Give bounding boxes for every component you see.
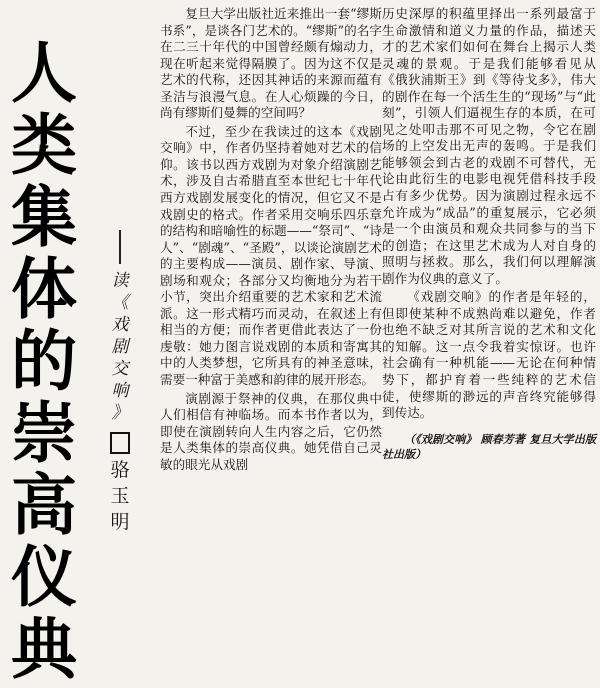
author-byline (106, 432, 134, 535)
headline-char: 典 (11, 611, 77, 688)
headline-char: 类 (11, 107, 77, 184)
paragraph: 演剧源于祭神的仪典，在那仪典中人们相信有神临场。而本书作者以为，即使在演剧转向人生内容之后，它仍然是人类集体的崇高仪典。她凭借自己灵敏的眼光从戏剧 (160, 390, 382, 472)
subtitle-char: 交 (111, 359, 129, 379)
body-column-1 (160, 6, 382, 473)
subtitle-char: 戏 (111, 315, 129, 335)
subtitle-char: 《 (111, 293, 129, 313)
headline-char: 体 (11, 251, 77, 328)
headline-char: 集 (11, 179, 77, 256)
headline-char: 高 (11, 467, 77, 544)
body-column-2 (382, 6, 596, 462)
author-char: 明 (110, 511, 130, 533)
subtitle-char: 读 (111, 271, 129, 291)
headline-char: 仪 (11, 539, 77, 616)
subtitle-char: 》 (111, 403, 129, 423)
paragraph: 《戏剧交响》的作者是年轻的，但即使某种不成熟尚难以避免，作者也绝不缺乏对其所言说的艺术和文化的知解。这一点令我着实惊讶。也许社会确有一种机能——无论在何种情势下，都护育着一些纯粹的艺术信徒，使缪斯的渺远的声音终究能够得到传达。 (382, 289, 596, 421)
subtitle-char: 响 (111, 381, 129, 401)
headline-char: 的 (11, 323, 77, 400)
paragraph: 历史深厚的积蕴里择出一系列最富于生命激情和道义力量的作品，描述天才的艺术家们如何在舞台上揭示人类灵魂的景观。于是我们能够看见从《俄狄浦斯王》到《等待戈多》，伟大的剧作在每一个活生生的“现场”与“此刻”，引领人们逼视生存的本质，在可见之处叩击那不可见之物，令它在剧场的上空发出无声的轰鸣。于是我们能够领会到古老的戏剧不可替代，无论由此衍生的电影电视凭借科技手段占有多少优势。因为演剧过程永远不允许成为“成品”的重复展示，它必须是一个由演员和观众共同参与的当下的创造；在这里艺术成为人对自身的照明与拯救。那么，我们何以理解演剧作为仪典的意义了。 (382, 6, 596, 286)
headline-char: 人 (11, 35, 77, 112)
author-char: 骆 (110, 459, 130, 481)
paragraph: 不过，至少在我读过的这本《戏剧交响》中，作者仍坚持着她对艺术的信仰。该书以西方戏剧为对象介绍演剧艺术，涉及自古希腊直至本世纪七十年代西方戏剧发展变化的情况，但它又不是戏剧史的格式。作者采用交响乐四乐章的结构和暗喻性的标题——“祭司”、“诗人”、“剧魂”、“圣殿”，以谈论演剧艺术的主要构成——演员、剧作家、导演、剧场和观众；各部分又均衡地分为若干小节，突出介绍重要的艺术家和艺术流派。这一形式精巧而灵动，在叙述上有相当的方便；而作者更借此表达了一份虔敬：她力图言说戏剧的本质和寄寓其中的人类梦想，它所具有的神圣意味，需要一种富于美感和韵律的展开形态。 (160, 123, 382, 388)
headline (4, 35, 84, 688)
headline-char: 崇 (11, 395, 77, 472)
subtitle (108, 230, 132, 424)
paragraph: 复旦大学出版社近来推出一套“缪斯书系”，是谈各门艺术的。“缪斯”的名字在二三十年代的中国曾经颇有煽动力，现在听起来觉得隔膜了。因为这不仅是艺术的代称，还因其神话的来源而蕴有圣洁与浪漫气息。在人心烦躁的今日，尚有缪斯们曼舞的空间吗？ (160, 6, 382, 121)
byline-box-icon (110, 432, 130, 454)
subtitle-char: 剧 (111, 337, 129, 357)
book-citation: （《戏剧交响》 顾春芳著 复旦大学出版社出版） (382, 432, 596, 461)
author-char: 玉 (110, 485, 130, 507)
subtitle-dash (119, 230, 121, 264)
